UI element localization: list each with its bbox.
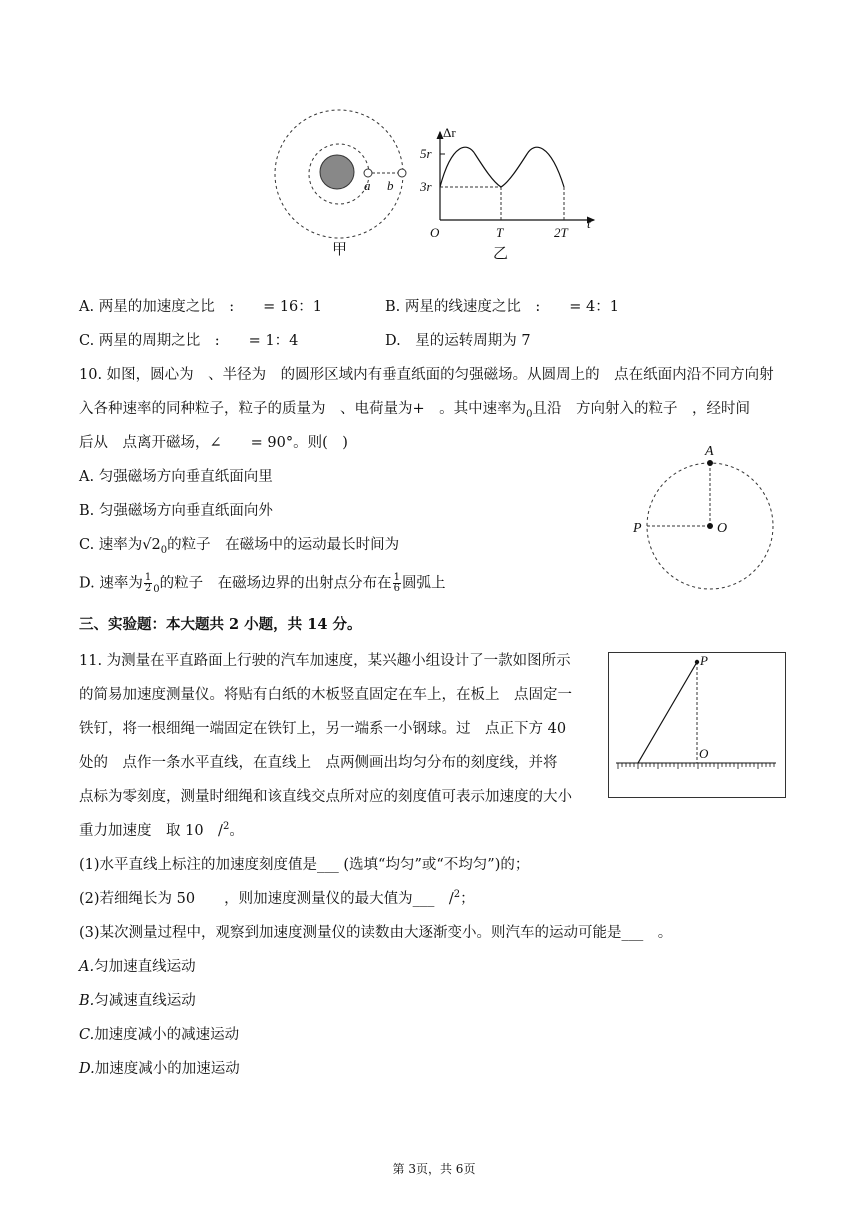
q11-figure xyxy=(608,652,788,800)
figure-yi xyxy=(418,124,600,264)
q11-line-4: 处的 点作一条水平直线，在直线上 点两侧画出均匀分布的刻度线，并将 xyxy=(79,755,558,771)
yi-origin: O xyxy=(430,225,440,240)
jia-label-b: b xyxy=(387,178,394,193)
q10-fig-P: P xyxy=(633,521,642,536)
q11-option-d: D.加速度减小的加速运动 xyxy=(79,1061,240,1077)
q10-option-d: D. 速率为 $\frac{1}{2}$ $_0$的粒子 在磁场边界的出射点分布在 $\frac{1}{6}$ 圆弧上 xyxy=(79,572,446,595)
q9-option-a: A. 两星的加速度之比 : = 16：1 xyxy=(79,299,323,315)
yi-xlabel: t xyxy=(587,216,591,231)
q11-line-5: 点标为零刻度，测量时细绳和该直线交点所对应的刻度值可表示加速度的大小 xyxy=(79,789,572,805)
q9-option-d: D. 星的运转周期为 7 xyxy=(385,333,531,349)
sqrt-symbol: √2 xyxy=(142,537,161,553)
yi-tick-5r: 5r xyxy=(420,146,432,161)
jia-caption: 甲 xyxy=(332,242,348,258)
yi-tick-3r: 3r xyxy=(420,179,432,194)
q11-sub-1: (1)水平直线上标注的加速度刻度值是___ (选填“均匀”或“不均匀”)的； xyxy=(79,857,530,873)
q11-line-6: 重力加速度 取 10 /$^2$。 xyxy=(79,821,244,839)
page-footer: 第 3页，共 6页 xyxy=(392,1162,476,1176)
q10-fig-O: O xyxy=(717,521,728,536)
section-3-heading: 三、实验题：本大题共 2 小题，共 14 分。 xyxy=(79,616,362,633)
q10-option-b: B. 匀强磁场方向垂直纸面向外 xyxy=(79,503,273,519)
q9-option-c: C. 两星的周期之比 : = 1：4 xyxy=(79,333,299,349)
q10-line-3: 后从 点离开磁场，∠ = 90°。则( ) xyxy=(79,435,348,451)
q10-option-c: C. 速率为$√2_0$的粒子 在磁场中的运动最长时间为 xyxy=(79,537,400,556)
q11-sub-2: (2)若细绳长为 50 ，则加速度测量仪的最大值为___ /$^2$； xyxy=(79,889,475,907)
q11-option-c: C.加速度减小的减速运动 xyxy=(79,1027,240,1043)
yi-ylabel: Δr xyxy=(443,125,456,140)
q11-line-1: 11. 为测量在平直路面上行驶的汽车加速度，某兴趣小组设计了一款如图所示 xyxy=(79,653,571,669)
q10-line-1: 10. 如图，圆心为 、半径为 的圆形区域内有垂直纸面的匀强磁场。从圆周上的 点在纸面内沿不同方向射 xyxy=(79,367,774,383)
q9-option-b: B. 两星的线速度之比 : = 4：1 xyxy=(385,299,619,315)
q11-option-a: A.匀加速直线运动 xyxy=(79,959,196,975)
q11-fig-P: P xyxy=(700,653,708,668)
q10-fig-A: A xyxy=(705,444,714,459)
q11-line-2: 的简易加速度测量仪。将贴有白纸的木板竖直固定在车上，在板上 点固定一 xyxy=(79,687,572,703)
fraction-half: $\frac{1}{2}$ xyxy=(144,572,152,594)
fraction-sixth: $\frac{1}{6}$ xyxy=(393,572,400,594)
q11-fig-O: O xyxy=(699,746,709,761)
figure-jia xyxy=(270,96,420,266)
jia-label-a: a xyxy=(364,178,371,193)
q11-option-b: B.匀减速直线运动 xyxy=(79,993,196,1009)
q11-sub-3: (3)某次测量过程中，观察到加速度测量仪的读数由大逐渐变小。则汽车的运动可能是___ 。 xyxy=(79,925,673,941)
yi-caption: 乙 xyxy=(493,246,509,262)
yi-tick-2T: 2T xyxy=(554,225,568,240)
yi-tick-T: T xyxy=(496,225,504,240)
q10-option-a: A. 匀强磁场方向垂直纸面向里 xyxy=(79,469,273,485)
q11-line-3: 铁钉，将一根细绳一端固定在铁钉上，另一端系一小钢球。过 点正下方 40 xyxy=(79,721,567,737)
q10-circle-figure xyxy=(630,440,780,595)
q10-line-2: 入各种速率的同种粒子，粒子的质量为 、电荷量为+ 。其中速率为$_0$且沿 方向射入的粒子 ，经时间 xyxy=(79,401,751,420)
